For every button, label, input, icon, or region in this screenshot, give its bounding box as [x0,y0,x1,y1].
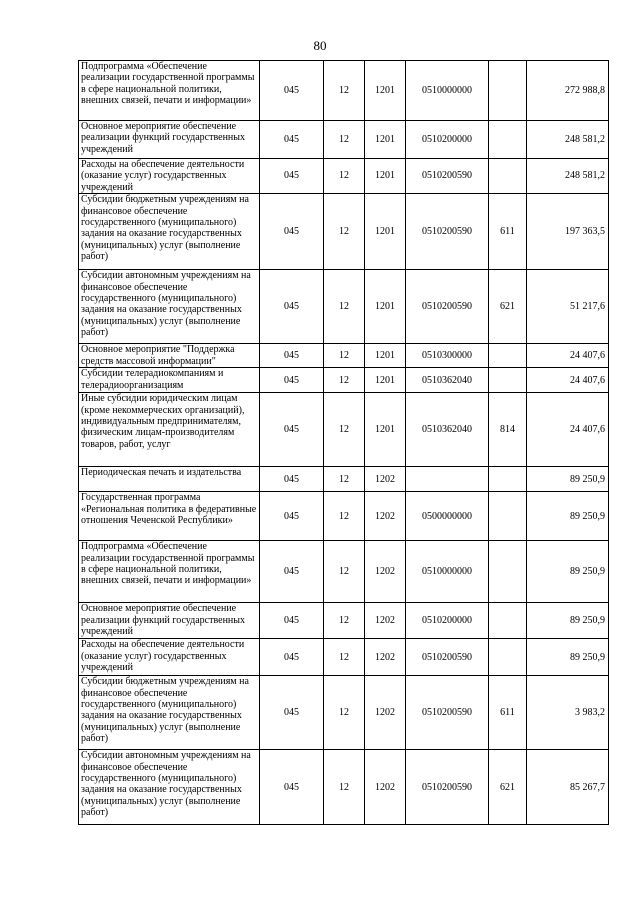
row-section-code: 12 [324,541,365,603]
row-name: Основное мероприятие обеспечение реализации функций государственных учреждений [79,121,260,159]
table-row [79,750,609,825]
row-subsection-code: 1201 [365,61,406,121]
row-expense-type: 611 [489,676,527,750]
row-admin-code: 045 [260,467,324,492]
row-section-code: 12 [324,121,365,159]
row-amount: 89 250,9 [527,492,609,541]
row-admin-code: 045 [260,603,324,639]
row-name: Субсидии автономным учреждениям на финансовое обеспечение государственного (муниципального) задания на оказание государственных (муниципальных) услуг (выполнение работ) [79,750,260,825]
table-row [79,676,609,750]
row-subsection-code: 1201 [365,368,406,393]
row-target-code: 0510200590 [406,639,489,676]
row-name: Субсидии бюджетным учреждениям на финансовое обеспечение государственного (муниципального) задания на оказание государственных (муниципальных) услуг (выполнение работ) [79,676,260,750]
row-amount: 89 250,9 [527,603,609,639]
row-target-code: 0510200590 [406,676,489,750]
row-section-code: 12 [324,467,365,492]
row-subsection-code: 1201 [365,393,406,467]
row-expense-type: 814 [489,393,527,467]
row-amount: 24 407,6 [527,393,609,467]
row-name: Периодическая печать и издательства [79,467,260,492]
row-subsection-code: 1202 [365,467,406,492]
row-subsection-code: 1202 [365,639,406,676]
budget-table-body [79,61,609,825]
row-expense-type: 611 [489,194,527,270]
row-expense-type [489,159,527,194]
row-target-code [406,467,489,492]
row-admin-code: 045 [260,541,324,603]
table-row [79,467,609,492]
row-subsection-code: 1202 [365,541,406,603]
row-name: Субсидии бюджетным учреждениям на финансовое обеспечение государственного (муниципального) задания на оказание государственных (муниципальных) услуг (выполнение работ) [79,194,260,270]
row-amount: 89 250,9 [527,467,609,492]
row-admin-code: 045 [260,270,324,344]
row-subsection-code: 1202 [365,492,406,541]
row-name: Субсидии автономным учреждениям на финансовое обеспечение государственного (муниципального) задания на оказание государственных (муниципальных) услуг (выполнение работ) [79,270,260,344]
row-target-code: 0510200590 [406,750,489,825]
row-admin-code: 045 [260,344,324,368]
row-admin-code: 045 [260,194,324,270]
row-amount: 272 988,8 [527,61,609,121]
row-section-code: 12 [324,492,365,541]
row-section-code: 12 [324,603,365,639]
table-row [79,121,609,159]
row-admin-code: 045 [260,676,324,750]
row-name: Основное мероприятие обеспечение реализации функций государственных учреждений [79,603,260,639]
row-expense-type [489,344,527,368]
row-target-code: 0510200000 [406,603,489,639]
row-amount: 3 983,2 [527,676,609,750]
table-row [79,541,609,603]
row-admin-code: 045 [260,121,324,159]
row-amount: 89 250,9 [527,639,609,676]
row-section-code: 12 [324,676,365,750]
row-section-code: 12 [324,368,365,393]
row-amount: 89 250,9 [527,541,609,603]
row-section-code: 12 [324,159,365,194]
row-section-code: 12 [324,750,365,825]
row-subsection-code: 1202 [365,603,406,639]
row-subsection-code: 1202 [365,676,406,750]
row-target-code: 0510200590 [406,194,489,270]
table-row [79,344,609,368]
row-expense-type [489,467,527,492]
row-expense-type [489,639,527,676]
row-subsection-code: 1201 [365,159,406,194]
row-expense-type [489,541,527,603]
row-amount: 248 581,2 [527,159,609,194]
row-section-code: 12 [324,344,365,368]
row-target-code: 0510200000 [406,121,489,159]
row-name: Подпрограмма «Обеспечение реализации государственной программы в сфере национальной политики, внешних связей, печати и информации» [79,61,260,121]
row-subsection-code: 1201 [365,194,406,270]
page-number: 80 [313,38,327,53]
table-row [79,194,609,270]
row-target-code: 0510362040 [406,368,489,393]
row-name: Подпрограмма «Обеспечение реализации государственной программы в сфере национальной политики, внешних связей, печати и информации» [79,541,260,603]
row-expense-type: 621 [489,750,527,825]
row-target-code: 0510362040 [406,393,489,467]
row-expense-type [489,61,527,121]
row-subsection-code: 1201 [365,270,406,344]
table-row [79,270,609,344]
row-section-code: 12 [324,270,365,344]
row-admin-code: 045 [260,750,324,825]
row-amount: 248 581,2 [527,121,609,159]
row-name: Иные субсидии юридическим лицам (кроме некоммерческих организаций), индивидуальным предпринимателям, физическим лицам-производителям товаров, работ, услуг [79,393,260,467]
row-section-code: 12 [324,639,365,676]
row-section-code: 12 [324,61,365,121]
row-admin-code: 045 [260,492,324,541]
row-target-code: 0510300000 [406,344,489,368]
row-target-code: 0510000000 [406,61,489,121]
row-subsection-code: 1201 [365,344,406,368]
table-row [79,492,609,541]
row-section-code: 12 [324,194,365,270]
row-name: Государственная программа «Региональная политика в федеративные отношения Чеченской Республики» [79,492,260,541]
row-name: Основное мероприятие "Поддержка средств массовой информации" [79,344,260,368]
row-admin-code: 045 [260,393,324,467]
table-row [79,639,609,676]
row-target-code: 0510200590 [406,270,489,344]
row-name: Субсидии телерадиокомпаниям и телерадиоорганизациям [79,368,260,393]
row-subsection-code: 1201 [365,121,406,159]
row-name: Расходы на обеспечение деятельности (оказание услуг) государственных учреждений [79,159,260,194]
table-row [79,393,609,467]
row-target-code: 0500000000 [406,492,489,541]
row-admin-code: 045 [260,639,324,676]
row-amount: 24 407,6 [527,344,609,368]
row-amount: 197 363,5 [527,194,609,270]
row-admin-code: 045 [260,159,324,194]
row-subsection-code: 1202 [365,750,406,825]
row-expense-type [489,492,527,541]
table-row [79,61,609,121]
row-expense-type [489,368,527,393]
row-expense-type [489,121,527,159]
budget-table [78,60,609,825]
table-row [79,159,609,194]
row-amount: 51 217,6 [527,270,609,344]
table-row [79,603,609,639]
row-section-code: 12 [324,393,365,467]
row-expense-type [489,603,527,639]
row-admin-code: 045 [260,61,324,121]
row-expense-type: 621 [489,270,527,344]
row-admin-code: 045 [260,368,324,393]
row-target-code: 0510200590 [406,159,489,194]
row-amount: 24 407,6 [527,368,609,393]
row-name: Расходы на обеспечение деятельности (оказание услуг) государственных учреждений [79,639,260,676]
table-row [79,368,609,393]
row-amount: 85 267,7 [527,750,609,825]
row-target-code: 0510000000 [406,541,489,603]
